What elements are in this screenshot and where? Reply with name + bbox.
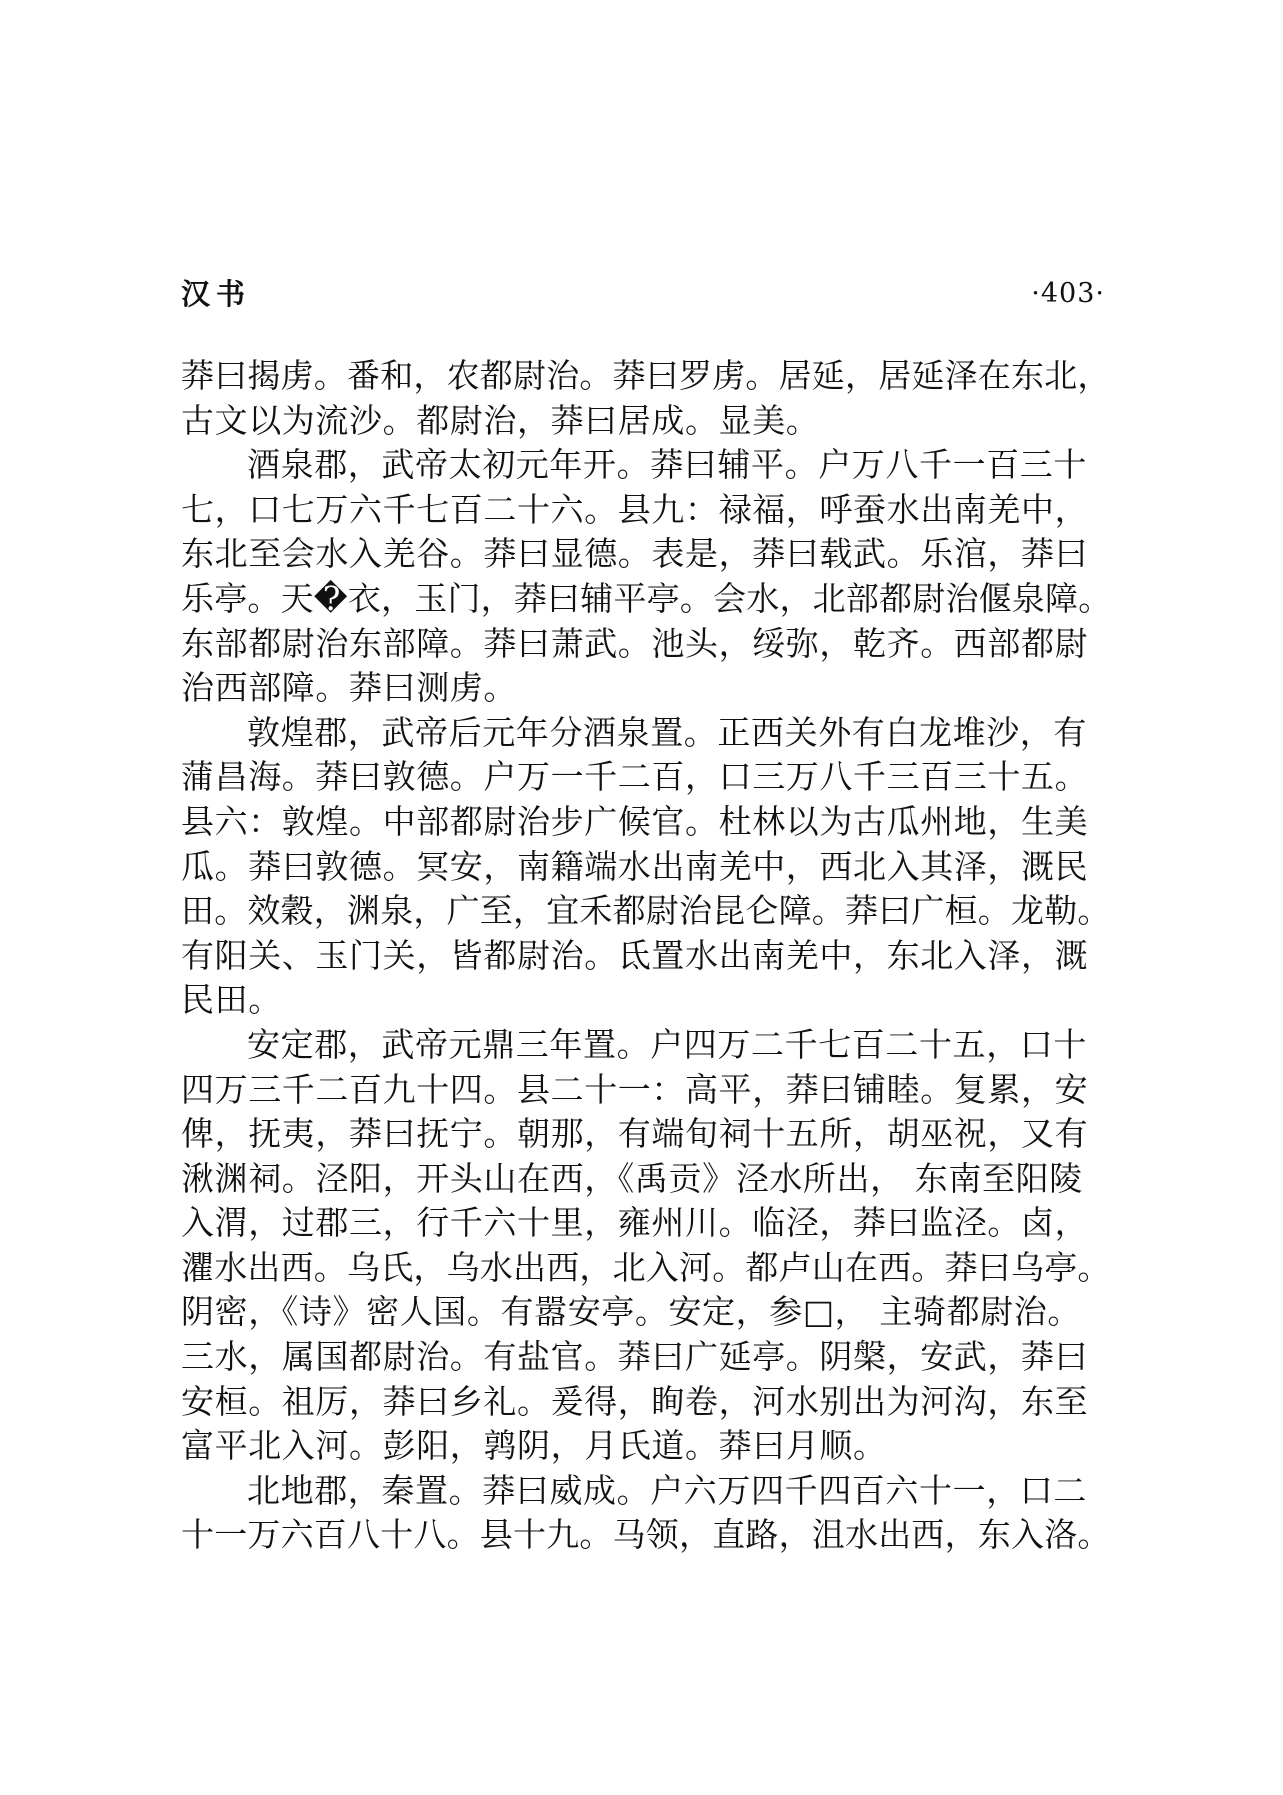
text-line: 安定郡，武帝元鼎三年置。户四万二千七百二十五，口十 — [247, 1024, 1087, 1064]
paragraph-jiuquan-commandery — [181, 443, 1113, 711]
text-line: 县六：敦煌。中部都尉治步广候官。杜林以为古瓜州地，生美 — [181, 801, 1089, 841]
text-line: 田。效穀，渊泉，广至，宜禾都尉治昆仑障。莽曰广桓。龙勒。 — [181, 891, 1111, 931]
text-line: 民田。 — [181, 980, 282, 1020]
text-line: 东北至会水入羌谷。莽曰显德。表是，莽曰载武。乐涫，莽曰 — [181, 534, 1089, 574]
text-line: 富平北入河。彭阳，鹑阴，月氏道。莽曰月顺。 — [181, 1426, 887, 1466]
text-line: 湫渊祠。泾阳，开头山在西，《禹贡》泾水所出， 东南至阳陵 — [181, 1158, 1083, 1198]
body-text — [181, 354, 1113, 1558]
text-line: 灈水出西。乌氏，乌水出西，北入河。都卢山在西。莽曰乌亭。 — [181, 1247, 1111, 1287]
text-line: 三水，属国都尉治。有盐官。莽曰广延亭。阴槃，安武，莽曰 — [181, 1337, 1089, 1377]
text-line: 治西部障。莽曰测虏。 — [181, 668, 517, 708]
page-number: ·403· — [1031, 278, 1105, 309]
paragraph-beidi-commandery — [181, 1469, 1113, 1558]
text-line: 古文以为流沙。都尉治，莽曰居成。显美。 — [181, 400, 820, 440]
book-title: 汉书 — [181, 277, 252, 311]
text-line: 安桓。祖厉，莽曰乡礼。爰得，眴卷，河水别出为河沟，东至 — [181, 1381, 1089, 1421]
text-line: 七，口七万六千七百二十六。县九：禄福，呼蚕水出南羌中， — [181, 489, 1089, 529]
text-line: 有阳关、玉门关，皆都尉治。氐置水出南羌中，东北入泽，溉 — [181, 935, 1089, 975]
text-line: 莽曰揭虏。番和，农都尉治。莽曰罗虏。居延，居延泽在东北， — [181, 356, 1111, 395]
text-line: 敦煌郡，武帝后元年分酒泉置。正西关外有白龙堆沙，有 — [247, 712, 1087, 752]
running-header — [181, 268, 1105, 320]
text-line: 俾，抚夷，莽曰抚宁。朝那，有端旬祠十五所，胡巫祝，又有 — [181, 1114, 1089, 1154]
text-line: 北地郡，秦置。莽曰威成。户六万四千四百六十一，口二 — [247, 1470, 1087, 1510]
text-line: 阴密，《诗》密人国。有嚣安亭。安定，参□， 主骑都尉治。 — [181, 1292, 1081, 1332]
text-line: 四万三千二百九十四。县二十一：高平，莽曰铺睦。复累，安 — [181, 1069, 1089, 1109]
text-line: 乐亭。天�衣，玉门，莽曰辅平亭。会水，北部都尉治偃泉障。 — [181, 578, 1112, 618]
text-line: 瓜。莽曰敦德。冥安，南籍端水出南羌中，西北入其泽，溉民 — [181, 846, 1089, 886]
text-line: 十一万六百八十八。县十九。马领，直路，沮水出西，东入洛。 — [181, 1515, 1111, 1555]
text-line: 入渭，过郡三，行千六十里，雍州川。临泾，莽曰监泾。卤， — [181, 1203, 1089, 1243]
text-line: 东部都尉治东部障。莽曰萧武。池头，绥弥，乾齐。西部都尉 — [181, 623, 1089, 663]
paragraph-anding-commandery — [181, 1023, 1113, 1469]
text-line: 酒泉郡，武帝太初元年开。莽曰辅平。户万八千一百三十 — [247, 445, 1087, 485]
text-line: 蒲昌海。莽曰敦德。户万一千二百，口三万八千三百三十五。 — [181, 757, 1089, 797]
paragraph-dunhuang-commandery — [181, 711, 1113, 1023]
paragraph-zhangye-continued — [181, 354, 1113, 443]
